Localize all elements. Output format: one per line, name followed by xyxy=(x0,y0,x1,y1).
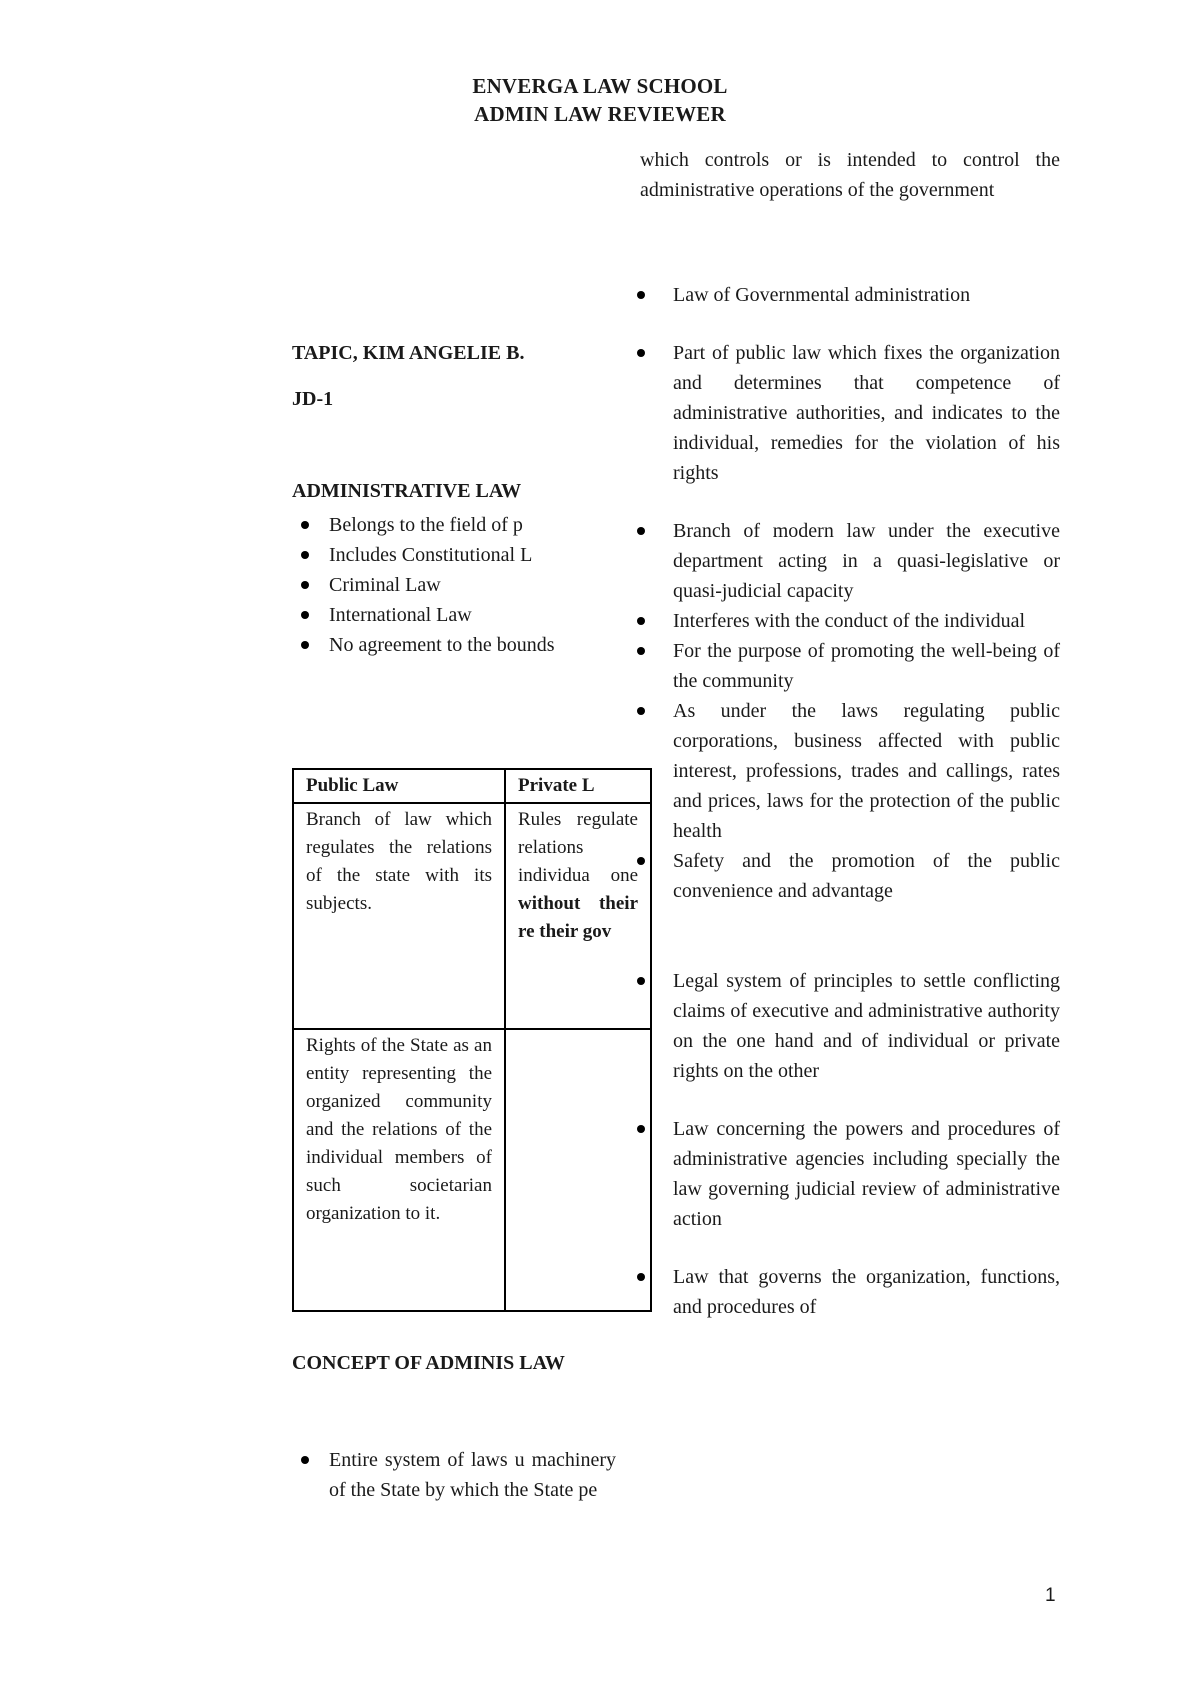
list-item: For the purpose of promoting the well-being of the community xyxy=(600,636,1060,696)
private-definition-text: Rules regulate relations individua one xyxy=(518,809,638,886)
admin-law-bullet-list xyxy=(256,510,656,660)
right-column xyxy=(640,145,1060,1318)
list-item: Interferes with the conduct of the individual xyxy=(600,606,1060,636)
list-item: Branch of modern law under the executive department acting in a quasi-legislative or quasi-judicial capacity xyxy=(600,516,1060,606)
definition-bullet-list xyxy=(600,280,1060,1322)
public-private-law-table xyxy=(292,768,652,1312)
table-row xyxy=(293,1029,651,1311)
page-number: 1 xyxy=(1045,1585,1056,1606)
student-year: JD-1 xyxy=(292,388,334,410)
list-item: Safety and the promotion of the public convenience and advantage xyxy=(600,846,1060,906)
left-column xyxy=(292,330,638,1560)
private-definition-bold-text: without their re their gov xyxy=(518,893,638,942)
list-item: No agreement to the bounds xyxy=(256,630,589,660)
list-item: As under the laws regulating public corporations, business affected with public interest, professions, trades and callings, rates and prices, laws for the protection of the public health xyxy=(600,696,1060,846)
list-item: Includes Constitutional L xyxy=(256,540,656,570)
list-item: Legal system of principles to settle conflicting claims of executive and administrative authority on the one hand and of individual or private rights on the other xyxy=(600,966,1060,1086)
list-item: International Law xyxy=(256,600,656,630)
list-item: Part of public law which fixes the organization and determines that competence of administrative authorities, and indicates to the individual, remedies for the violation of his rights xyxy=(600,338,1060,488)
section-title-administrative-law: ADMINISTRATIVE LAW xyxy=(292,480,522,502)
list-item: Entire system of laws u machinery of the State by which the State pe xyxy=(256,1445,616,1505)
table-cell-public-rights: Rights of the State as an entity representing the organized community and the relations of the individual members of such societarian organization to it. xyxy=(293,1029,505,1311)
school-name: ENVERGA LAW SCHOOL xyxy=(472,74,728,98)
section-title-concept: CONCEPT OF ADMINIS LAW xyxy=(292,1352,565,1374)
table-header-private-law: Private L xyxy=(505,769,651,803)
list-item: Law concerning the powers and procedures of administrative agencies including specially the law governing judicial review of administrative action xyxy=(600,1114,1060,1234)
list-item: Law of Governmental administration xyxy=(600,280,1060,310)
table-row xyxy=(293,803,651,1029)
list-item: Criminal Law xyxy=(256,570,656,600)
table-header-public-law: Public Law xyxy=(293,769,505,803)
continuation-text: which controls or is intended to control the administrative operations of the government xyxy=(640,149,1060,201)
concept-bullet-list xyxy=(256,1445,616,1505)
table-cell-public-definition: Branch of law which regulates the relations of the state with its subjects. xyxy=(293,803,505,1029)
list-item: Belongs to the field of p xyxy=(256,510,656,540)
table-header-row xyxy=(293,769,651,803)
list-item: Law that governs the organization, functions, and procedures of xyxy=(600,1262,1060,1322)
document-header xyxy=(0,72,1200,128)
document-title: ADMIN LAW REVIEWER xyxy=(474,102,726,126)
student-name: TAPIC, KIM ANGELIE B. xyxy=(292,342,525,364)
